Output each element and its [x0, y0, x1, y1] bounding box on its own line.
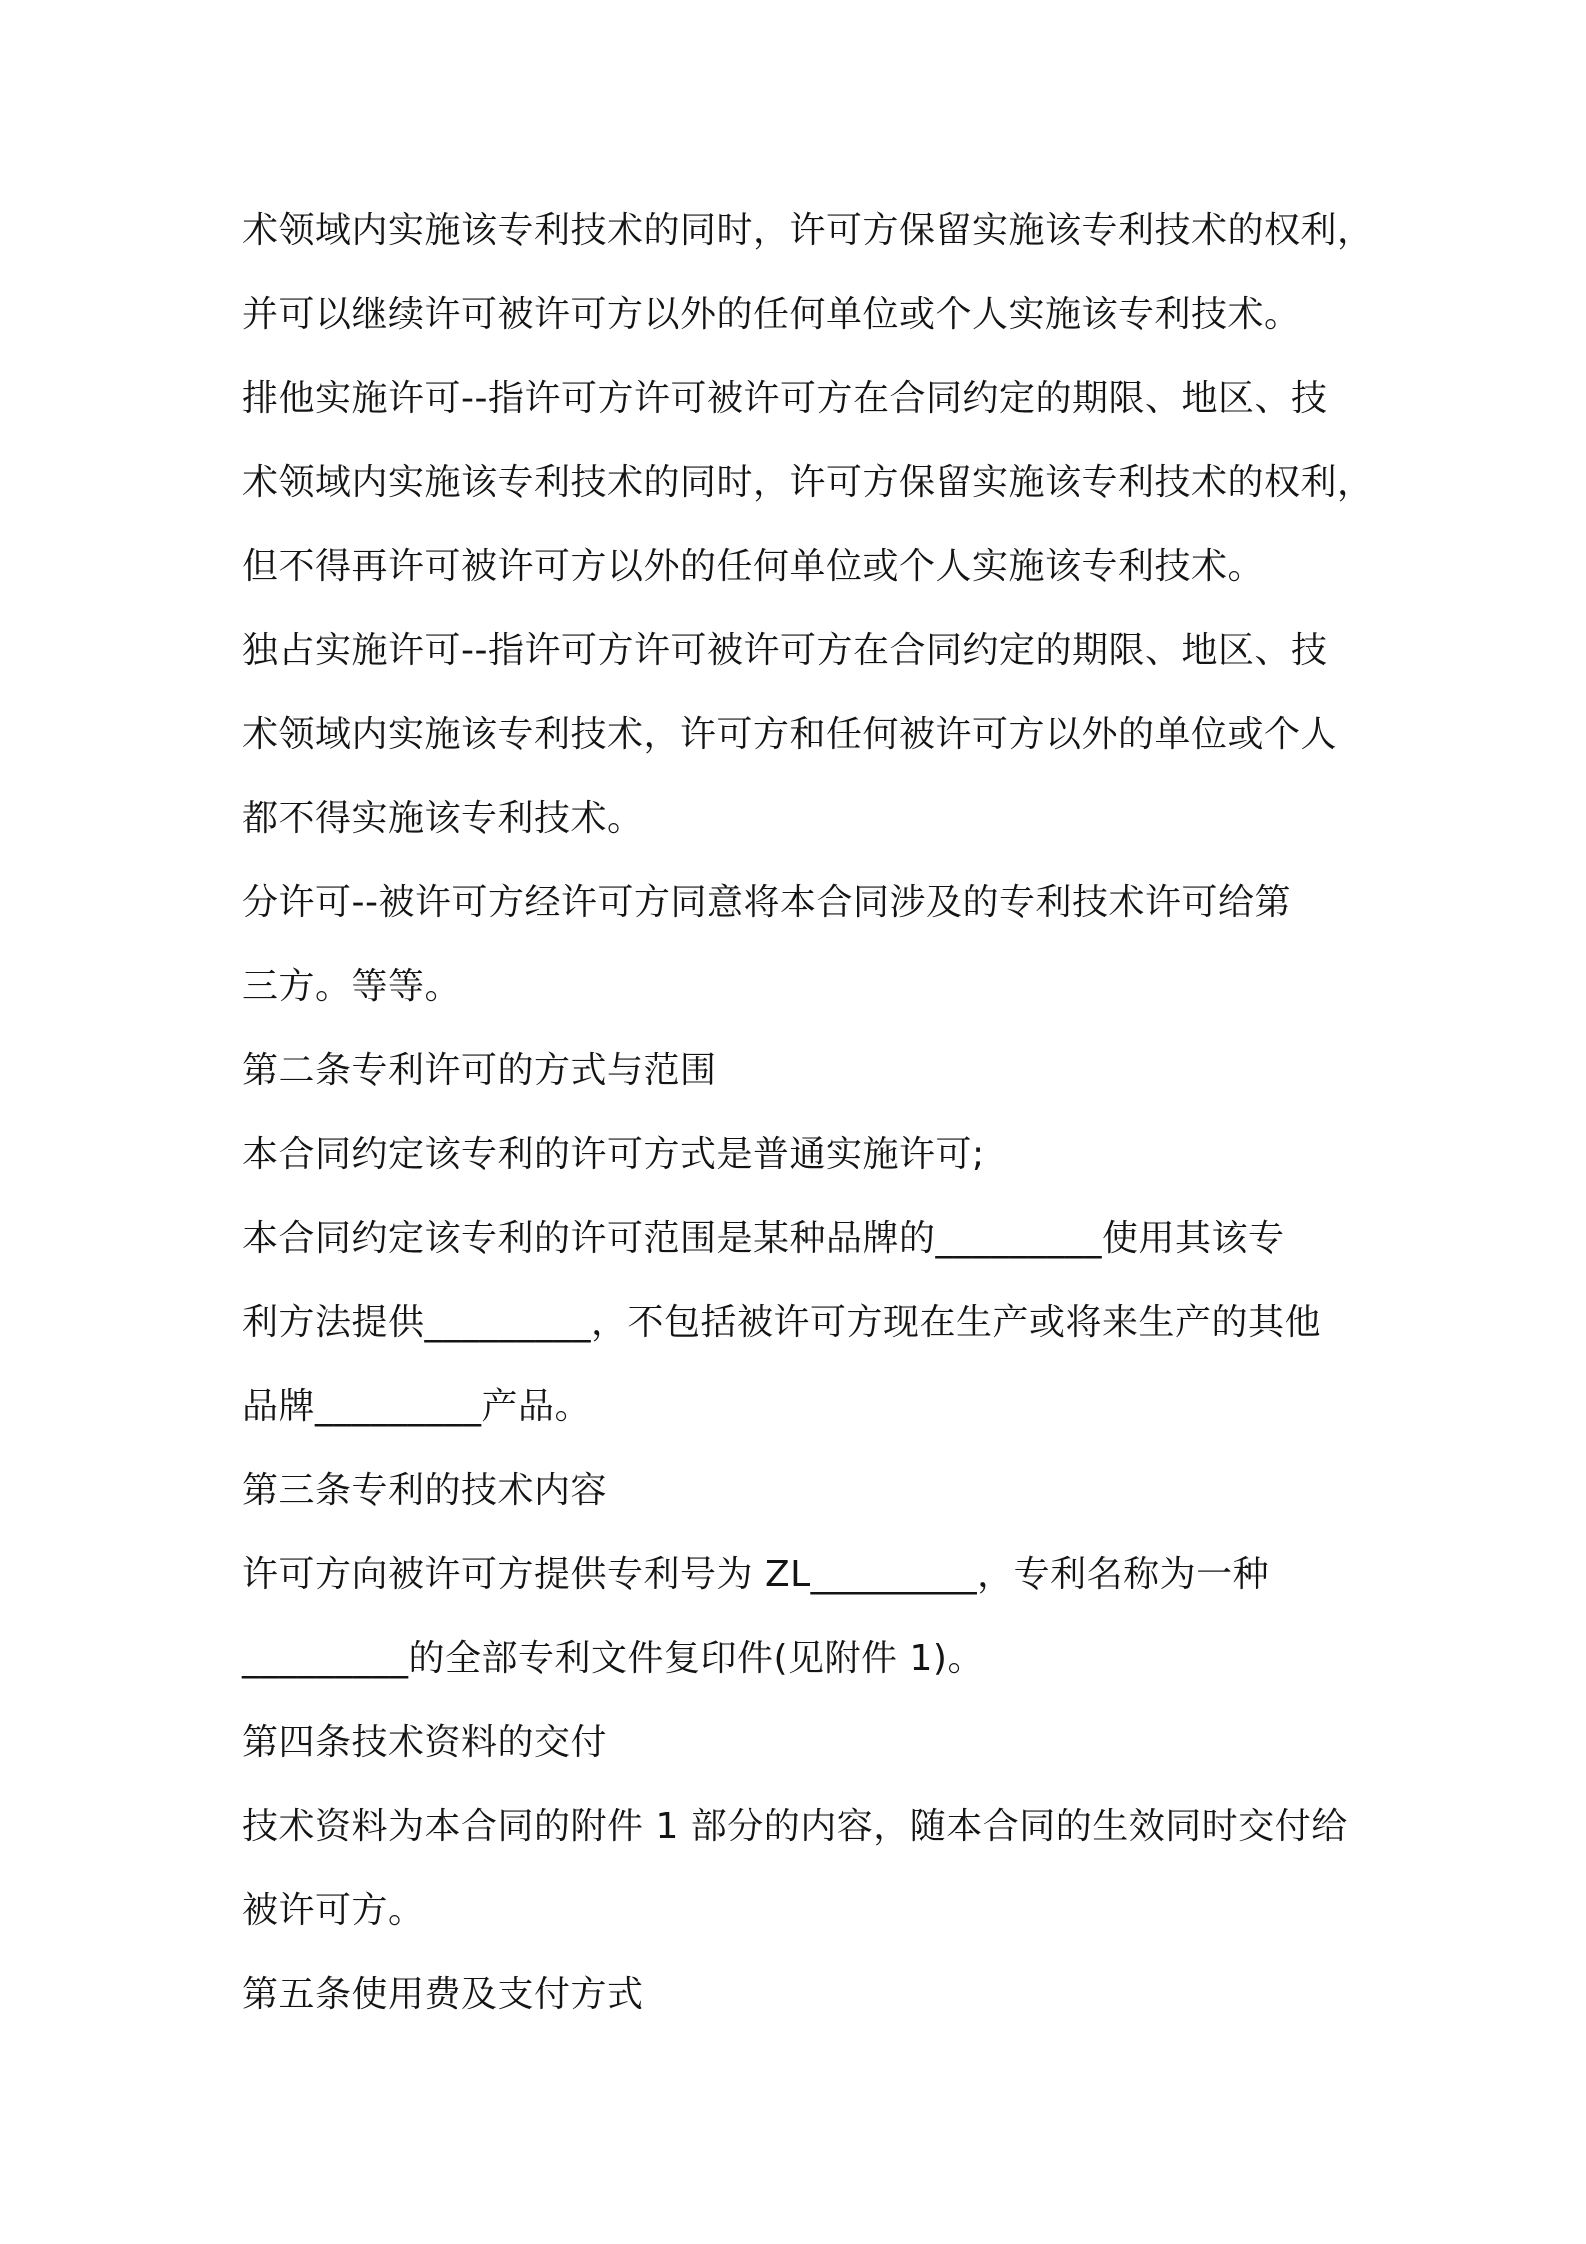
text-line: 技术资料为本合同的附件 1 部分的内容，随本合同的生效同时交付给: [242, 1806, 1348, 1847]
text-line: 术领域内实施该专利技术的同时，许可方保留实施该专利技术的权利，: [242, 462, 1374, 503]
section-heading-article-4: 第四条技术资料的交付: [242, 1722, 608, 1763]
section-heading-article-3: 第三条专利的技术内容: [242, 1470, 608, 1511]
text-line: 利方法提供_________，不包括被许可方现在生产或将来生产的其他: [242, 1302, 1322, 1343]
text-line: 术领域内实施该专利技术，许可方和任何被许可方以外的单位或个人: [242, 714, 1338, 755]
contract-text-body: [242, 196, 1382, 2044]
text-line: 并可以继续许可被许可方以外的任何单位或个人实施该专利技术。: [242, 294, 1301, 335]
text-line: _________的全部专利文件复印件(见附件 1)。: [242, 1638, 984, 1679]
text-line: 被许可方。: [242, 1890, 425, 1931]
section-heading-article-5: 第五条使用费及支付方式: [242, 1974, 644, 2015]
section-heading-article-2: 第二条专利许可的方式与范围: [242, 1050, 717, 1091]
text-line: 本合同约定该专利的许可范围是某种品牌的_________使用其该专: [242, 1218, 1285, 1259]
text-line: 品牌_________产品。: [242, 1386, 592, 1427]
text-line: 独占实施许可--指许可方许可被许可方在合同约定的期限、地区、技: [242, 630, 1328, 671]
text-line: 排他实施许可--指许可方许可被许可方在合同约定的期限、地区、技: [242, 378, 1328, 419]
text-line: 三方。等等。: [242, 966, 462, 1007]
text-line: 许可方向被许可方提供专利号为 ZL_________，专利名称为一种: [242, 1554, 1270, 1595]
text-line: 本合同约定该专利的许可方式是普通实施许可;: [242, 1134, 985, 1175]
text-line: 术领域内实施该专利技术的同时，许可方保留实施该专利技术的权利，: [242, 210, 1374, 251]
text-line: 分许可--被许可方经许可方同意将本合同涉及的专利技术许可给第: [242, 882, 1291, 923]
text-line: 都不得实施该专利技术。: [242, 798, 644, 839]
text-line: 但不得再许可被许可方以外的任何单位或个人实施该专利技术。: [242, 546, 1265, 587]
